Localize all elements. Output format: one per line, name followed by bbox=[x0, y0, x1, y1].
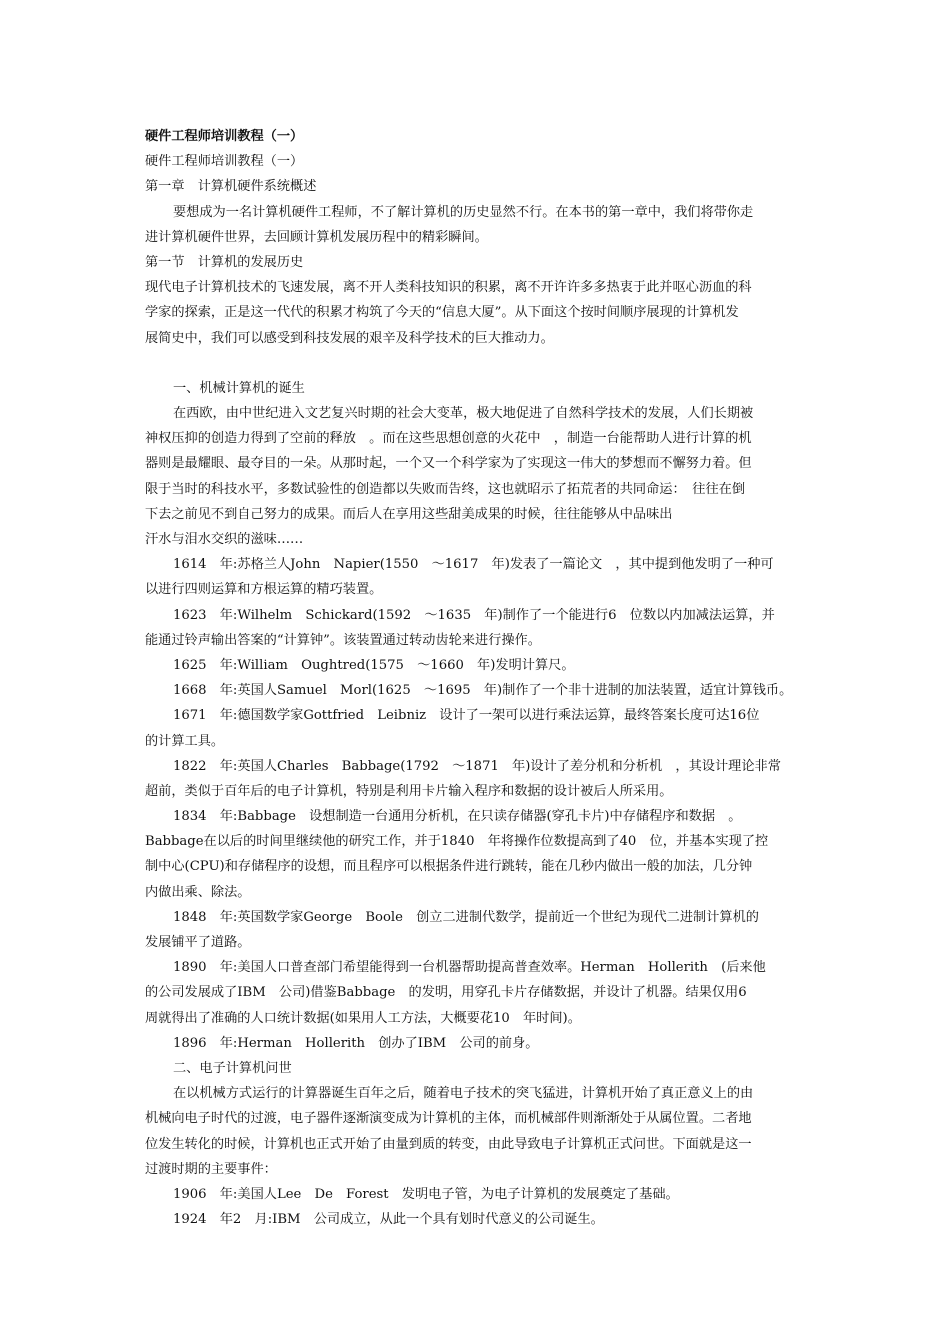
timeline-entry: 1623 年:Wilhelm Schickard(1592 ～1635 年)制作了一个能进行6 位数以内加减法运算，并 bbox=[173, 607, 775, 623]
part2-intro-line: 过渡时期的主要事件： bbox=[145, 1161, 277, 1177]
blank-line bbox=[145, 351, 807, 376]
part1-heading: 一、机械计算机的诞生 bbox=[173, 380, 305, 396]
timeline-entry: 1906 年:美国人Lee De Forest 发明电子管，为电子计算机的发展奠定了基础。 bbox=[173, 1186, 679, 1202]
part1-intro-line: 下去之前见不到自己努力的成果。而后人在享用这些甜美成果的时候，往往能够从中品味出 bbox=[145, 506, 673, 522]
timeline-entry: 超前，类似于百年后的电子计算机，特别是利用卡片输入程序和数据的设计被后人所采用。 bbox=[145, 783, 673, 799]
timeline-entry: 1822 年:英国人Charles Babbage(1792 ～1871 年)设计了差分机和分析机 ，其设计理论非常 bbox=[173, 758, 781, 774]
part2-intro-line: 在以机械方式运行的计算器诞生百年之后，随着电子技术的突飞猛进，计算机开始了真正意义上的由 bbox=[173, 1086, 754, 1102]
timeline-entry: 1671 年:德国数学家Gottfried Leibniz 设计了一架可以进行乘法运算，最终答案长度可达16位 bbox=[173, 708, 760, 724]
intro-line: 进计算机硬件世界，去回顾计算机发展历程中的精彩瞬间。 bbox=[145, 229, 488, 245]
timeline-entry: 1834 年:Babbage 设想制造一台通用分析机，在只读存储器(穿孔卡片)中存储程序和数据 。 bbox=[173, 809, 742, 825]
timeline-entry: 发展铺平了道路。 bbox=[145, 935, 251, 950]
document-title: 硬件工程师培训教程（一） bbox=[145, 129, 304, 144]
section-intro-line: 现代电子计算机技术的飞速发展，离不开人类科技知识的积累，离不开许许多多热衷于此并呕心沥血的科 bbox=[145, 280, 752, 296]
section-heading: 第一节 计算机的发展历史 bbox=[145, 254, 304, 270]
intro-line: 要想成为一名计算机硬件工程师，不了解计算机的历史显然不行。在本书的第一章中，我们将带你走 bbox=[173, 204, 754, 220]
timeline-entry: 1848 年:英国数学家George Boole 创立二进制代数学，提前近一个世纪为现代二进制计算机的 bbox=[173, 909, 759, 925]
timeline-entry: 的计算工具。 bbox=[145, 733, 225, 749]
timeline-entry: 1890 年:美国人口普查部门希望能得到一台机器帮助提高普查效率。Herman Hollerith (后来他 bbox=[173, 960, 766, 976]
timeline-entry: 周就得出了准确的人口统计数据(如果用人工方法，大概要花10 年时间)。 bbox=[145, 1010, 581, 1026]
timeline-entry: 以进行四则运算和方根运算的精巧装置。 bbox=[145, 582, 383, 598]
part2-intro-line: 机械向电子时代的过渡，电子器件逐渐演变成为计算机的主体，而机械部件则渐渐处于从属位置。二者地 bbox=[145, 1111, 752, 1127]
timeline-entry: 能通过铃声输出答案的“计算钟”。该装置通过转动齿轮来进行操作。 bbox=[145, 632, 541, 648]
timeline-entry: 1625 年:William Oughtred(1575 ～1660 年)发明计算尺。 bbox=[173, 657, 575, 673]
timeline-entry: 1668 年:英国人Samuel Morl(1625 ～1695 年)制作了一个非十进制的加法装置，适宜计算钱币。 bbox=[173, 683, 793, 699]
timeline-entry: 1614 年:苏格兰人John Napier(1550 ～1617 年)发表了一篇论文 ，其中提到他发明了一种可 bbox=[173, 557, 774, 573]
part2-intro-line: 位发生转化的时候，计算机也正式开始了由量到质的转变，由此导致电子计算机正式问世。下面就是这一 bbox=[145, 1136, 752, 1152]
part1-intro-line: 在西欧，由中世纪进入文艺复兴时期的社会大变革，极大地促进了自然科学技术的发展，人们长期被 bbox=[173, 406, 754, 422]
part1-intro-line: 神权压抑的创造力得到了空前的释放 。而在这些思想创意的火花中 ，制造一台能帮助人进行计算的机 bbox=[145, 431, 752, 447]
document-subtitle: 硬件工程师培训教程（一） bbox=[145, 154, 304, 170]
timeline-entry: 制中心(CPU)和存储程序的设想，而且程序可以根据条件进行跳转，能在几秒内做出一般的加法，几分钟 bbox=[145, 859, 753, 875]
chapter-heading: 第一章 计算机硬件系统概述 bbox=[145, 179, 317, 195]
part1-intro-line: 限于当时的科技水平，多数试验性的创造都以失败而告终，这也就昭示了拓荒者的共同命运： 往往在倒 bbox=[145, 481, 746, 497]
part1-intro-line: 器则是最耀眼、最夺目的一朵。从那时起，一个又一个科学家为了实现这一伟大的梦想而不懈努力着。但 bbox=[145, 456, 752, 472]
section-intro-line: 学家的探索，正是这一代代的积累才构筑了今天的“信息大厦”。从下面这个按时间顺序展现的计算机发 bbox=[145, 305, 739, 321]
part1-intro-line: 汗水与泪水交织的滋味…… bbox=[145, 532, 304, 547]
timeline-entry: 内做出乘、除法。 bbox=[145, 884, 251, 900]
timeline-entry: 1924 年2 月:IBM 公司成立，从此一个具有划时代意义的公司诞生。 bbox=[173, 1212, 604, 1228]
part2-heading: 二、电子计算机问世 bbox=[173, 1060, 292, 1076]
timeline-entry: Babbage在以后的时间里继续他的研究工作，并于1840 年将操作位数提高到了40 位，并基本实现了控 bbox=[145, 834, 769, 850]
document-page bbox=[145, 124, 807, 1232]
section-intro-line: 展简史中，我们可以感受到科技发展的艰辛及科学技术的巨大推动力。 bbox=[145, 330, 554, 346]
timeline-entry: 的公司发展成了IBM 公司)借鉴Babbage 的发明，用穿孔卡片存储数据，并设计了机器。结果仅用6 bbox=[145, 985, 747, 1001]
timeline-entry: 1896 年:Herman Hollerith 创办了IBM 公司的前身。 bbox=[173, 1035, 539, 1051]
